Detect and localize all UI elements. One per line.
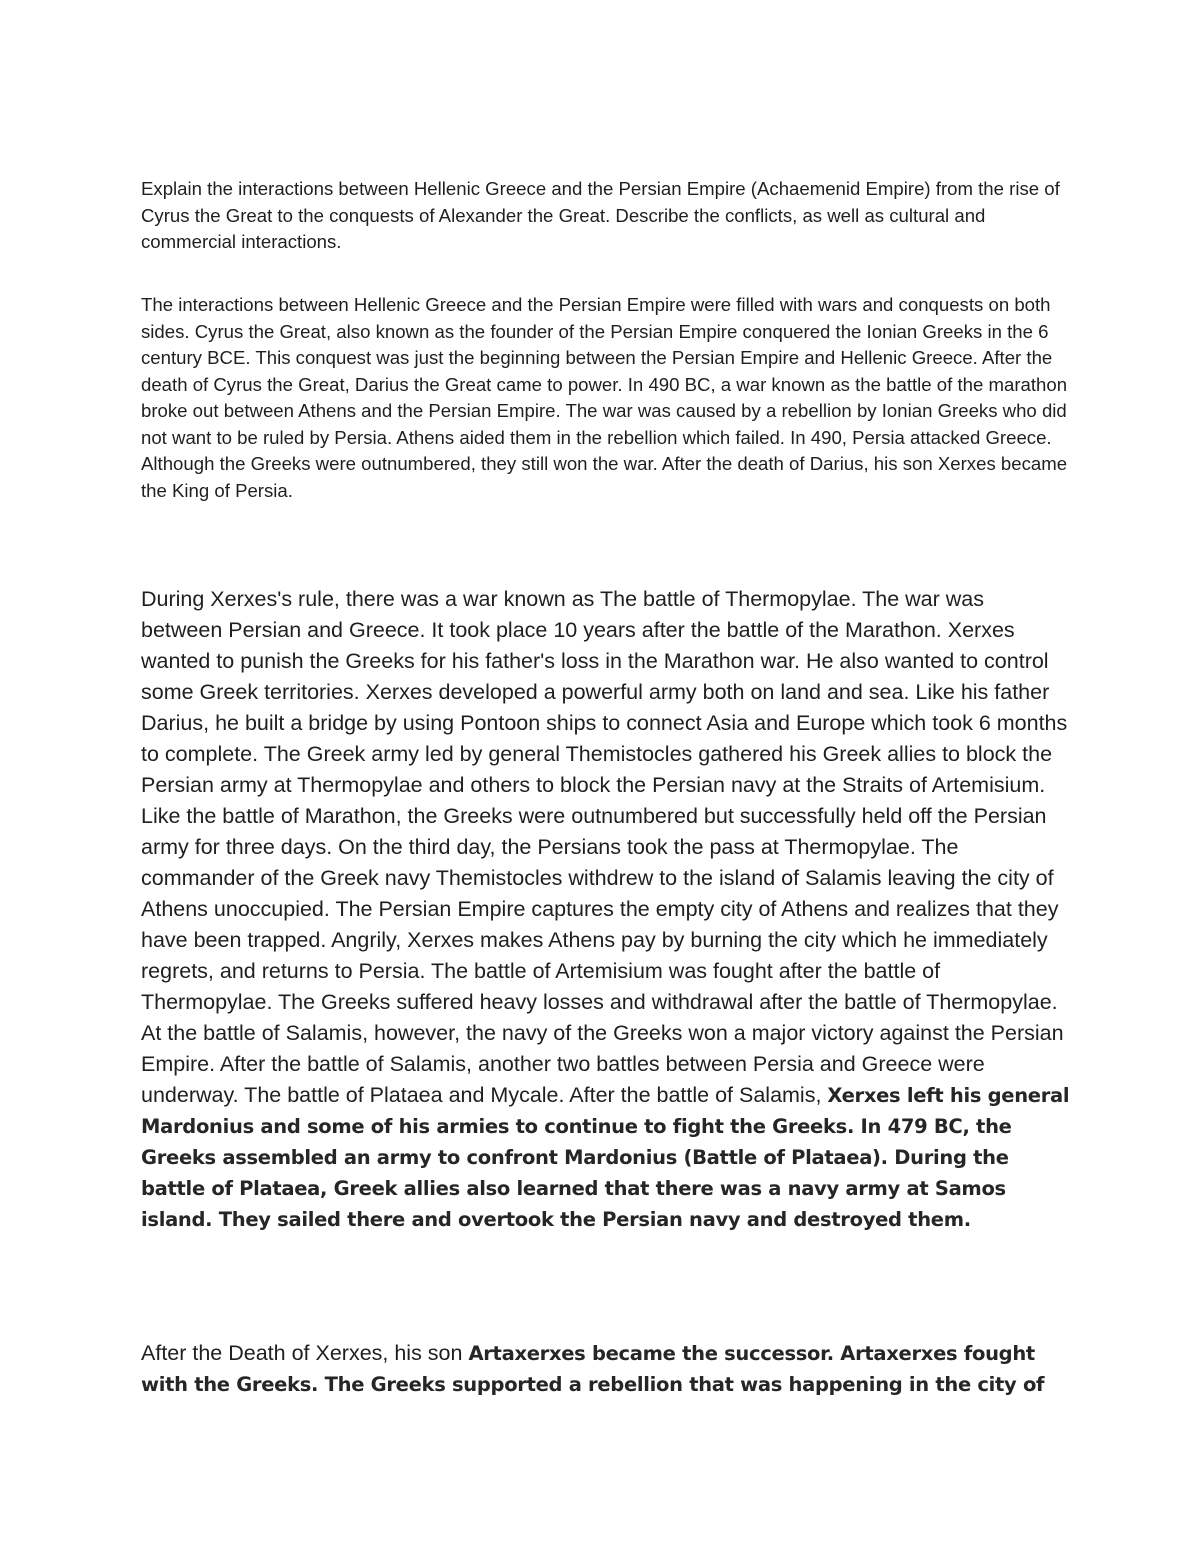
paragraph-3 — [141, 1338, 1071, 1400]
paragraph-3-regular-text: After the Death of Xerxes, his son — [141, 1341, 469, 1365]
paragraph-3-bold-text: Artaxerxes became the successor. Artaxerxes fought with the Greeks. The Greeks supported a rebellion that was happening in the city of — [141, 1342, 1045, 1396]
paragraph-2-regular-text: During Xerxes's rule, there was a war known as The battle of Thermopylae. The war was between Persian and Greece. It took place 10 years after the battle of the Marathon. Xerxes wanted to punish the Greeks for his father's loss in the Marathon war. He also wanted to control some Greek territories. Xerxes developed a powerful army both on land and sea. Like his father Darius, he built a bridge by using Pontoon ships to connect Asia and Europe which took 6 months to complete. The Greek army led by general Themistocles gathered his Greek allies to block the Persian army at Thermopylae and others to block the Persian navy at the Straits of Artemisium. Like the battle of Marathon, the Greeks were outnumbered but successfully held off the Persian army for three days. On the third day, the Persians took the pass at Thermopylae. The commander of the Greek navy Themistocles withdrew to the island of Salamis leaving the city of Athens unoccupied. The Persian Empire captures the empty city of Athens and realizes that they have been trapped. Angrily, Xerxes makes Athens pay by burning the city which he immediately regrets, and returns to Persia. The battle of Artemisium was fought after the battle of Thermopylae. The Greeks suffered heavy losses and withdrawal after the battle of Thermopylae. At the battle of Salamis, however, the navy of the Greeks won a major victory against the Persian Empire. After the battle of Salamis, another two battles between Persia and Greece were underway. The battle of Plataea and Mycale. After the battle of Salamis, — [141, 587, 1068, 1107]
essay-prompt: Explain the interactions between Hellenic Greece and the Persian Empire (Achaemenid Empire) from the rise of Cyrus the Great to the conquests of Alexander the Great. Describe the conflicts, as well as cultural and commercial interactions. — [141, 178, 1060, 252]
paragraph-1: The interactions between Hellenic Greece and the Persian Empire were filled with wars and conquests on both sides. Cyrus the Great, also known as the founder of the Persian Empire conquered the Ionian Greeks in the 6 century BCE. This conquest was just the beginning between the Persian Empire and Hellenic Greece. After the death of Cyrus the Great, Darius the Great came to power. In 490 BC, a war known as the battle of the marathon broke out between Athens and the Persian Empire. The war was caused by a rebellion by Ionian Greeks who did not want to be ruled by Persia. Athens aided them in the rebellion which failed. In 490, Persia attacked Greece. Although the Greeks were outnumbered, they still won the war. After the death of Darius, his son Xerxes became the King of Persia. — [141, 294, 1068, 501]
paragraph-2-bold-text: Xerxes left his general Mardonius and some of his armies to continue to fight the Greeks. In 479 BC, the Greeks assembled an army to confront Mardonius (Battle of Plataea). During the battle of Plataea, Greek allies also learned that there was a navy army at Samos island. They sailed there and overtook the Persian navy and destroyed them. — [141, 1084, 1070, 1231]
document-page — [141, 0, 1071, 1553]
paragraph-2 — [141, 584, 1071, 1235]
